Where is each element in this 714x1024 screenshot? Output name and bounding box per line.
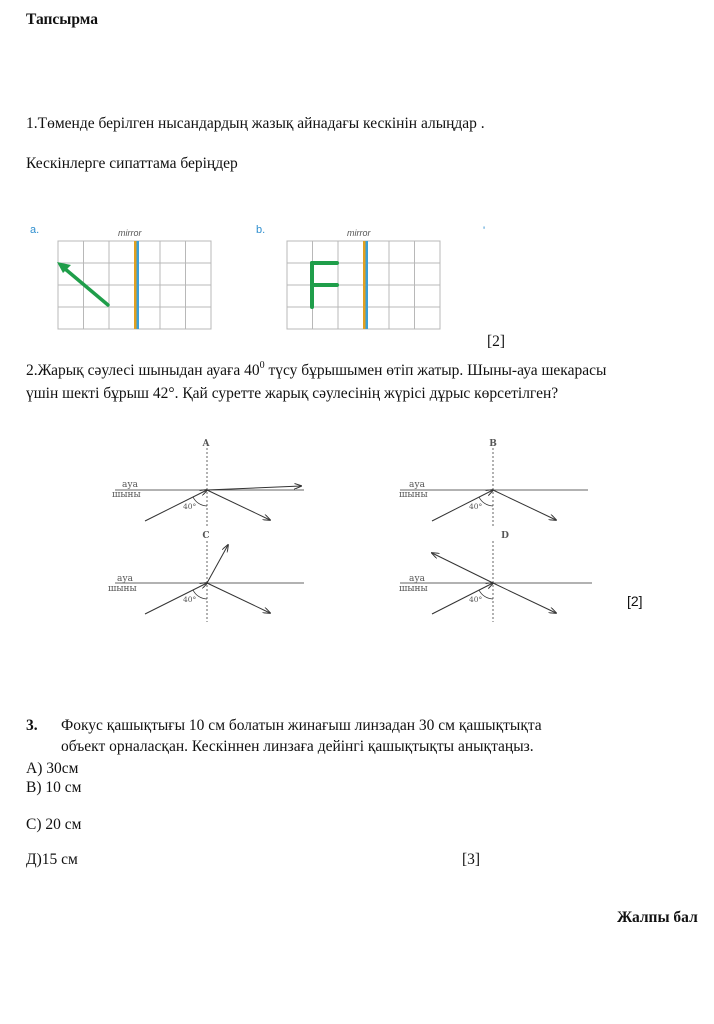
- q3-option-d: Д)15 см: [26, 851, 78, 868]
- diagram-c-label: C: [202, 531, 210, 541]
- diagram-b-top-medium: ауа: [409, 480, 426, 490]
- diagram-a-top-medium: ауа: [122, 480, 139, 490]
- diagram-a: [112, 439, 304, 527]
- panel-a-label: a.: [30, 224, 40, 236]
- q1-points: [2]: [487, 333, 506, 350]
- diagram-a-angle: 40°: [183, 502, 197, 511]
- diagram-b-bottom-medium: шыны: [399, 490, 428, 500]
- diagram-d-angle: 40°: [469, 595, 483, 604]
- diagram-b: [399, 439, 588, 527]
- q2-text-line2: үшін шекті бұрыш 42°. Қай суретте жарық сәулесінің жүрісі дұрыс көрсетілген?: [26, 385, 559, 402]
- diagram-d-label: D: [501, 531, 509, 541]
- q1-text-line2: Кескінлерге сипаттама беріңдер: [26, 155, 238, 172]
- diagram-b-label: B: [489, 439, 497, 449]
- q2-text-line1: 2.Жарық сәулесі шыныдан ауаға $40^0$ түсу бұрышымен өтіп жатыр. Шыны-ауа шекарасы: [26, 360, 607, 379]
- stray-mark: ': [483, 225, 486, 237]
- q3-text-line1: Фокус қашықтығы 10 см болатын жинағыш линзадан 30 см қашықтықта: [61, 717, 542, 734]
- total-score-label: Жалпы бал: [617, 909, 698, 926]
- diagram-a-label: A: [202, 439, 210, 449]
- q3-text-line2: объект орналасқан. Кескіннен линзаға дейінгі қашықтықты анықтаңыз.: [61, 738, 534, 755]
- q1-text-line1: 1.Төменде берілген нысандардың жазық айнадағы кескінін алыңдар .: [26, 115, 485, 132]
- panel-b-label: b.: [256, 224, 266, 236]
- diagram-d-top-medium: ауа: [409, 574, 426, 584]
- diagram-b-angle: 40°: [469, 502, 483, 511]
- panel-a-mirror-label: mirror: [118, 228, 142, 238]
- q3-number: 3.: [26, 717, 38, 734]
- panel-b-mirror-label: mirror: [347, 228, 371, 238]
- diagram-c: [108, 531, 304, 622]
- q3-option-b: В) 10 см: [26, 779, 82, 796]
- diagram-c-bottom-medium: шыны: [108, 584, 137, 594]
- q3-option-a: А) 30см: [26, 760, 79, 777]
- diagram-c-angle: 40°: [183, 595, 197, 604]
- diagram-c-top-medium: ауа: [117, 574, 134, 584]
- q3-points: [3]: [462, 851, 481, 868]
- diagram-a-bottom-medium: шыны: [112, 490, 141, 500]
- diagram-d: [399, 531, 592, 622]
- q3-option-c: С) 20 см: [26, 816, 82, 833]
- diagram-d-bottom-medium: шыны: [399, 584, 428, 594]
- q2-points: [2]: [627, 593, 643, 609]
- page-title: Тапсырма: [26, 11, 98, 28]
